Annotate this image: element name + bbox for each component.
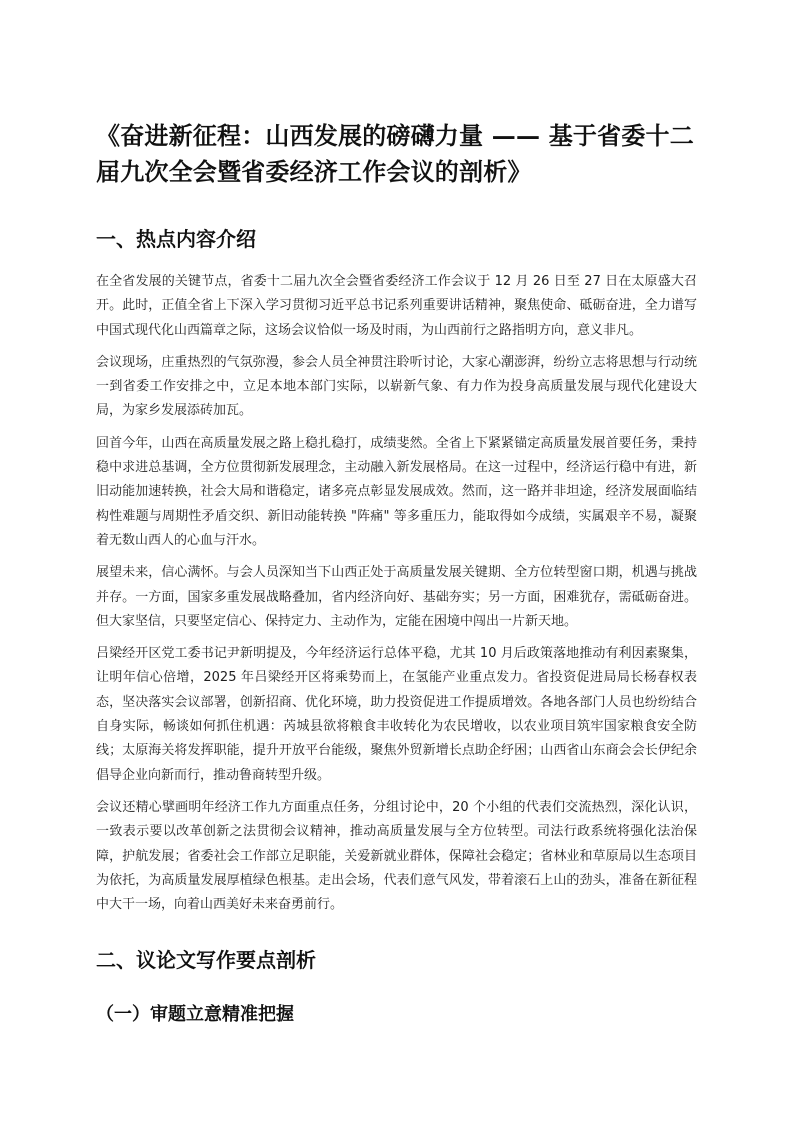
section-heading-writing-analysis: 二、议论文写作要点剖析 (96, 948, 316, 973)
paragraph: 吕梁经开区党工委书记尹新明提及，今年经济运行总体平稳，尤其 10 月后政策落地推动有利因素聚集，让明年信心倍增，2025 年吕梁经开区将乘势而上，在氢能产业重点发力。省投资促进局局长杨春权表态，坚决落实会议部署，创新招商、优化环境，助力投资促进工作提质增效。各地各部门人员也纷纷结合自身实际，畅谈如何抓住机遇：芮城县欲将粮食丰收转化为农民增收，以农业项目筑牢国家粮食安全防线；太原海关将发挥职能，提升开放平台能级，聚焦外贸新增长点助企纾困；山西省山东商会会长伊纪余倡导企业向新而行，推动鲁商转型升级。 (96, 646, 697, 783)
paragraph: 会议现场，庄重热烈的气氛弥漫，参会人员全神贯注聆听讨论，大家心潮澎湃，纷纷立志将思想与行动统一到省委工作安排之中，立足本地本部门实际，以崭新气象、有力作为投身高质量发展与现代化建设大局，为家乡发展添砖加瓦。 (96, 354, 697, 419)
paragraph: 会议还精心擘画明年经济工作九方面重点任务，分组讨论中，20 个小组的代表们交流热烈，深化认识，一致表示要以改革创新之法贯彻会议精神，推动高质量发展与全方位转型。司法行政系统将强化法治保障，护航发展；省委社会工作部立足职能，关爱新就业群体，保障社会稳定；省林业和草原局以生态项目为依托，为高质量发展厚植绿色根基。走出会场，代表们意气风发，带着滚石上山的劲头，准备在新征程中大干一场，向着山西美好未来奋勇前行。 (96, 799, 697, 913)
paragraph: 在全省发展的关键节点，省委十二届九次全会暨省委经济工作会议于 12 月 26 日至 27 日在太原盛大召开。此时，正值全省上下深入学习贯彻习近平总书记系列重要讲话精神，聚焦使命、砥砺奋进，全力谱写中国式现代化山西篇章之际，这场会议恰似一场及时雨，为山西前行之路指明方向，意义非凡。 (96, 274, 697, 338)
document-title: 《奋进新征程：山西发展的磅礴力量 —— 基于省委十二届九次全会暨省委经济工作会议的剖析》 (96, 121, 694, 186)
section-heading-hot-topic: 一、热点内容介绍 (96, 227, 256, 251)
paragraph: 回首今年，山西在高质量发展之路上稳扎稳打，成绩斐然。全省上下紧紧锚定高质量发展首要任务，秉持稳中求进总基调，全方位贯彻新发展理念，主动融入新发展格局。在这一过程中，经济运行稳中有进，新旧动能加速转换，社会大局和谐稳定，诸多亮点彰显发展成效。然而，这一路并非坦途，经济发展面临结构性难题与周期性矛盾交织、新旧动能转换 "阵痛" 等多重压力，能取得如今成绩，实属艰辛不易，凝聚着无数山西人的心血与汗水。 (96, 435, 697, 548)
paragraph: 展望未来，信心满怀。与会人员深知当下山西正处于高质量发展关键期、全方位转型窗口期，机遇与挑战并存。一方面，国家多重发展战略叠加，省内经济向好、基础夯实；另一方面，困难犹存，需砥砺奋进。但大家坚信，只要坚定信心、保持定力、主动作为，定能在困境中闯出一片新天地。 (96, 565, 697, 629)
subsection-heading: （一）审题立意精准把握 (96, 1004, 294, 1026)
